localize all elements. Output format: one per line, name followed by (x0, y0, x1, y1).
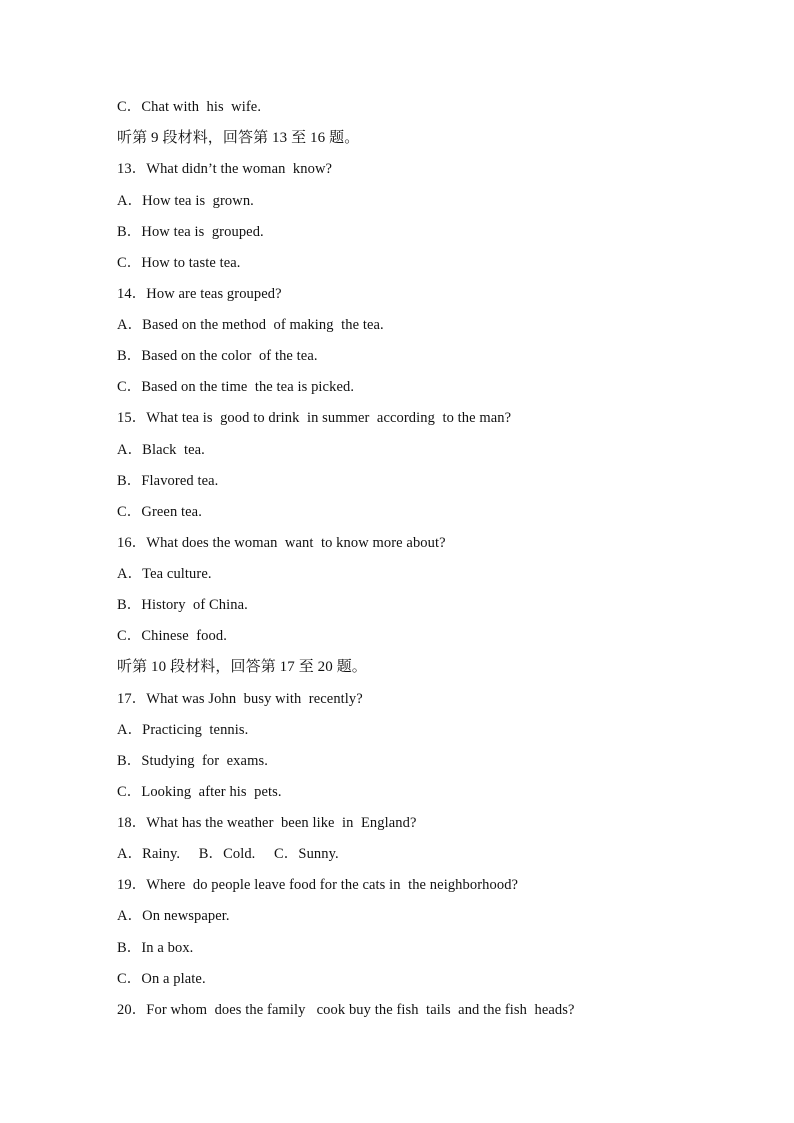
option-c-q14: C．Based on the time the tea is picked. (117, 379, 355, 395)
question-20: 20．For whom does the family cook buy the fish tails and the fish heads? (117, 1002, 575, 1018)
option-b-q16: B．History of China. (117, 597, 248, 613)
option-c-q12: C．Chat with his wife. (117, 99, 262, 115)
options-q18: A．Rainy. B．Cold. C．Sunny. (117, 846, 339, 862)
option-c-q19: C．On a plate. (117, 971, 206, 987)
option-c-q16: C．Chinese food. (117, 628, 227, 644)
option-b-q19: B．In a box. (117, 940, 194, 956)
option-b-q13: B．How tea is grouped. (117, 224, 264, 240)
option-a-q14: A．Based on the method of making the tea. (117, 317, 384, 333)
question-13: 13．What didn’t the woman know? (117, 161, 333, 177)
option-c-q13: C．How to taste tea. (117, 255, 241, 271)
option-b-q17: B．Studying for exams. (117, 753, 268, 769)
question-17: 17．What was John busy with recently? (117, 691, 363, 707)
question-15: 15．What tea is good to drink in summer according to the man? (117, 410, 512, 426)
option-b-q14: B．Based on the color of the tea. (117, 348, 318, 364)
option-a-q17: A．Practicing tennis. (117, 722, 249, 738)
option-a-q16: A．Tea culture. (117, 566, 212, 582)
question-19: 19．Where do people leave food for the cats in the neighborhood? (117, 877, 519, 893)
option-b-q15: B．Flavored tea. (117, 473, 219, 489)
section-heading-10: 听第 10 段材料，回答第 17 至 20 题。 (117, 659, 367, 675)
question-16: 16．What does the woman want to know more about? (117, 535, 446, 551)
option-a-q19: A．On newspaper. (117, 908, 230, 924)
option-a-q13: A．How tea is grown. (117, 193, 254, 209)
section-heading-9: 听第 9 段材料，回答第 13 至 16 题。 (117, 130, 360, 146)
option-c-q15: C．Green tea. (117, 504, 202, 520)
question-18: 18．What has the weather been like in England? (117, 815, 417, 831)
question-14: 14．How are teas grouped? (117, 286, 282, 302)
option-a-q15: A．Black tea. (117, 442, 205, 458)
option-c-q17: C．Looking after his pets. (117, 784, 282, 800)
